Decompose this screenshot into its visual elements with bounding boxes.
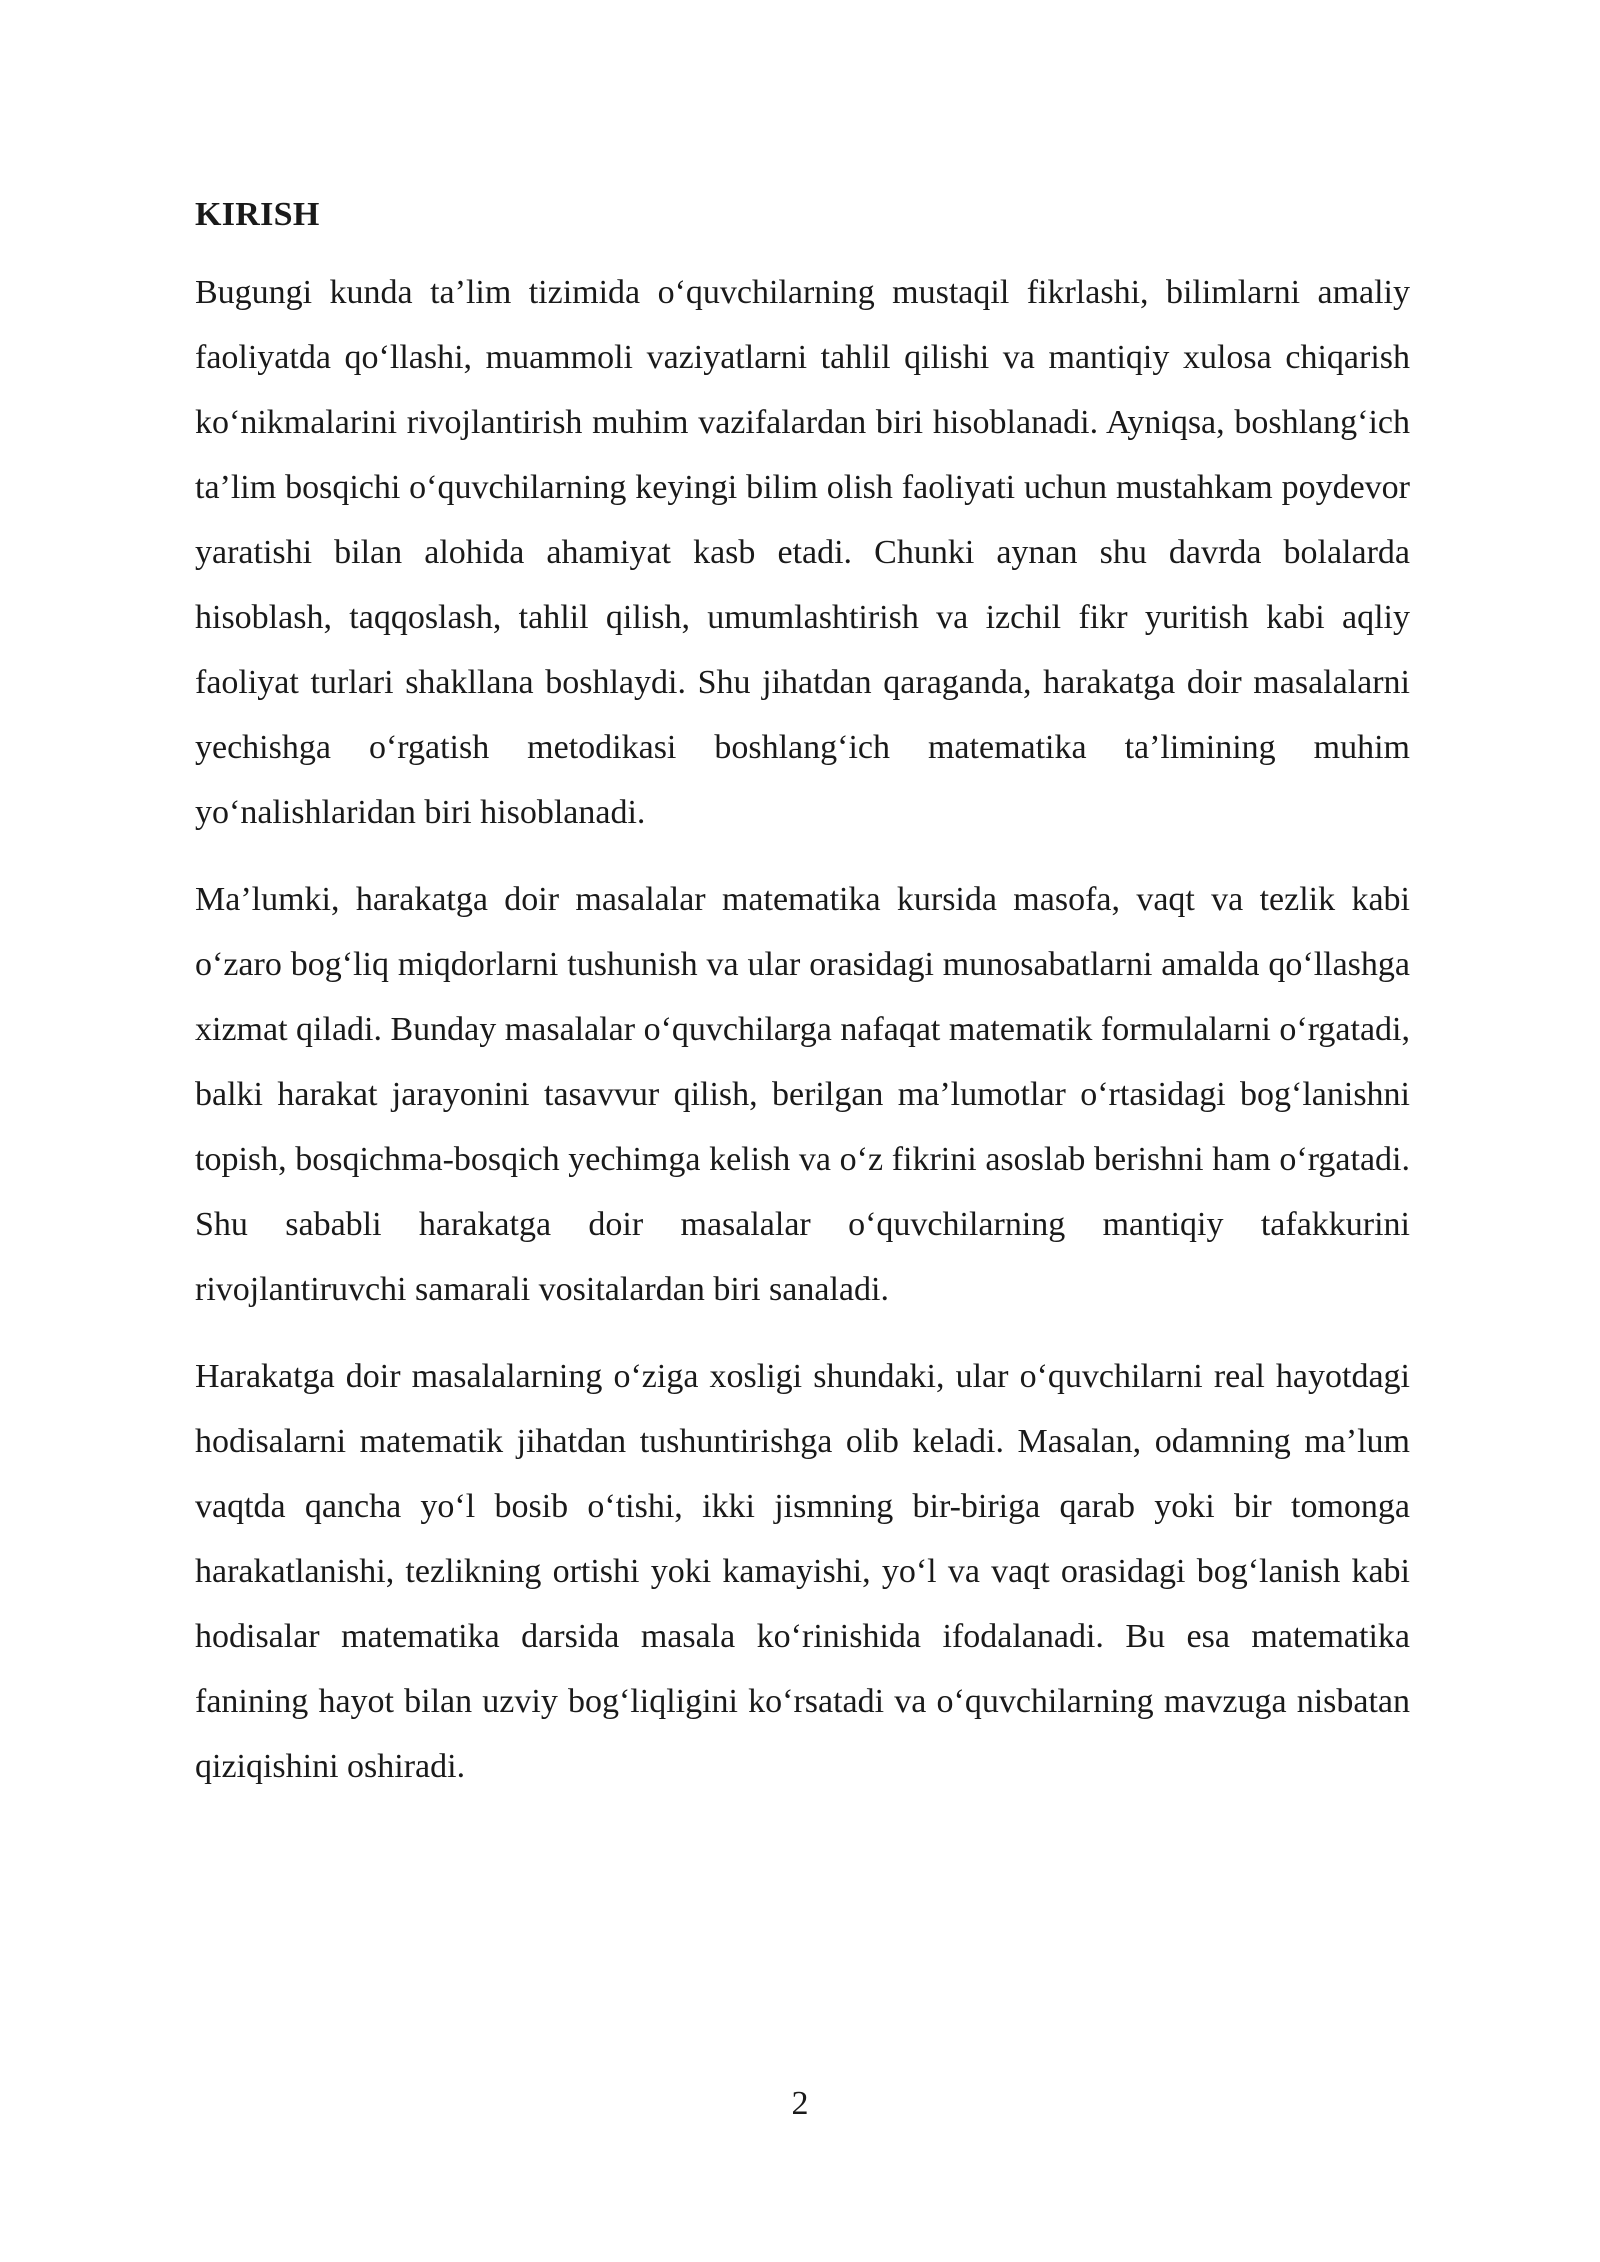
paragraph-1: Bugungi kunda ta’lim tizimida o‘quvchilarning mustaqil fikrlashi, bilimlarni amaliy faoliyatda qo‘llashi, muammoli vaziyatlarni tahlil qilishi va mantiqiy xulosa chiqarish ko‘nikmalarini rivojlantirish muhim vazifalardan biri hisoblanadi. Ayniqsa, boshlang‘ich ta’lim bosqichi o‘quvchilarning keyingi bilim olish faoliyati uchun mustahkam poydevor yaratishi bilan alohida ahamiyat kasb etadi. Chunki aynan shu davrda bolalarda hisoblash, taqqoslash, tahlil qilish, umumlashtirish va izchil fikr yuritish kabi aqliy faoliyat turlari shakllana boshlaydi. Shu jihatdan qaraganda, harakatga doir masalalarni yechishga o‘rgatish metodikasi boshlang‘ich matematika ta’limining muhim yo‘nalishlaridan biri hisoblanadi. xyxy=(195,274,1410,831)
paragraph-3: Harakatga doir masalalarning o‘ziga xosligi shundaki, ular o‘quvchilarni real hayotdagi hodisalarni matematik jihatdan tushuntirishga olib keladi. Masalan, odamning ma’lum vaqtda qancha yo‘l bosib o‘tishi, ikki jismning bir-biriga qarab yoki bir tomonga harakatlanishi, tezlikning ortishi yoki kamayishi, yo‘l va vaqt orasidagi bog‘lanish kabi hodisalar matematika darsida masala ko‘rinishida ifodalanadi. Bu esa matematika fanining hayot bilan uzviy bog‘liqligini ko‘rsatadi va o‘quvchilarning mavzuga nisbatan qiziqishini oshiradi. xyxy=(195,1358,1410,1785)
section-heading: KIRISH xyxy=(195,196,320,233)
page-content xyxy=(195,190,1410,1821)
page-number: 2 xyxy=(791,2085,809,2122)
paragraph-2: Ma’lumki, harakatga doir masalalar matematika kursida masofa, vaqt va tezlik kabi o‘zaro bog‘liq miqdorlarni tushunish va ular orasidagi munosabatlarni amalda qo‘llashga xizmat qiladi. Bunday masalalar o‘quvchilarga nafaqat matematik formulalarni o‘rgatadi, balki harakat jarayonini tasavvur qilish, berilgan ma’lumotlar o‘rtasidagi bog‘lanishni topish, bosqichma-bosqich yechimga kelish va o‘z fikrini asoslab berishni ham o‘rgatadi. Shu sababli harakatga doir masalalar o‘quvchilarning mantiqiy tafakkurini rivojlantiruvchi samarali vositalardan biri sanaladi. xyxy=(195,881,1410,1308)
